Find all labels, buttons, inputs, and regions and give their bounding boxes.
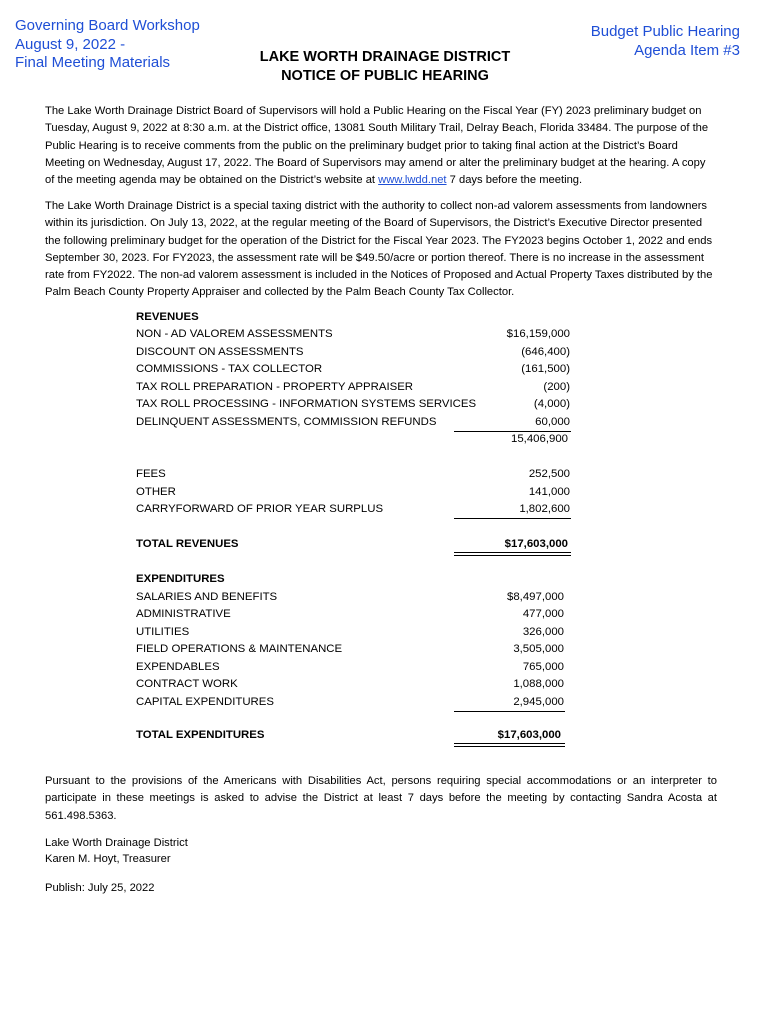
table-row	[136, 696, 576, 713]
signature-name: Karen M. Hoyt, Treasurer	[45, 852, 171, 865]
line-item-amount: (161,500)	[521, 363, 570, 375]
line-item-label: CARRYFORWARD OF PRIOR YEAR SURPLUS	[136, 503, 384, 515]
revenue-subtotal: 15,406,900	[510, 433, 568, 445]
workshop-header-line: Governing Board Workshop	[15, 17, 200, 34]
line-item-amount: 1,802,600	[519, 503, 570, 515]
line-item-label: DELINQUENT ASSESSMENTS, COMMISSION REFUNDS	[136, 415, 437, 428]
table-row	[136, 381, 576, 398]
hearing-paragraph	[45, 103, 717, 189]
workshop-header-line: August 9, 2022 -	[15, 35, 126, 53]
line-item-label: OTHER	[136, 485, 176, 498]
table-row	[136, 661, 576, 678]
total-expenditures-double-underline	[454, 743, 565, 747]
publish-date: Publish: July 25, 2022	[45, 882, 155, 894]
line-item-amount: 2,945,000	[513, 695, 564, 708]
website-link[interactable]: www.lwdd.net	[378, 174, 447, 187]
revenues-heading-row	[136, 311, 576, 328]
table-row	[136, 643, 576, 660]
table-row	[136, 346, 576, 363]
table-row	[136, 608, 576, 625]
line-item-label: TAX ROLL PROCESSING - INFORMATION SYSTEMS SERVICES	[136, 398, 477, 410]
line-item-label: DISCOUNT ON ASSESSMENTS	[136, 345, 304, 358]
signature-organization: Lake Worth Drainage District	[45, 837, 188, 849]
expenditures-heading-row	[136, 573, 576, 590]
line-item-amount: 252,500	[528, 468, 570, 480]
subtotal-underline	[454, 431, 571, 432]
line-item-label: COMMISSIONS - TAX COLLECTOR	[136, 363, 323, 375]
line-item-amount: 326,000	[522, 625, 564, 638]
total-revenues-label: TOTAL REVENUES	[136, 538, 239, 550]
agenda-header-line: Agenda Item #3	[634, 41, 740, 59]
line-item-label: TAX ROLL PREPARATION - PROPERTY APPRAISER	[136, 380, 414, 393]
line-item-label: CONTRACT WORK	[136, 678, 238, 690]
total-expenditures-label: TOTAL EXPENDITURES	[136, 729, 265, 741]
workshop-header-line: Final Meeting Materials	[15, 54, 171, 71]
document-title	[0, 48, 770, 86]
line-item-amount: 477,000	[522, 608, 564, 620]
line-item-label: CAPITAL EXPENDITURES	[136, 695, 274, 708]
revenues-heading: REVENUES	[136, 311, 199, 323]
expenditures-underline	[454, 711, 565, 712]
line-item-label: EXPENDABLES	[136, 660, 220, 673]
agenda-header-line: Budget Public Hearing	[590, 23, 740, 40]
table-row	[136, 591, 576, 608]
table-row	[136, 486, 576, 503]
table-row	[136, 363, 576, 380]
other-underline	[454, 518, 571, 519]
line-item-amount: $8,497,000	[506, 590, 564, 603]
district-description-paragraph: The Lake Worth Drainage District is a special taxing district with the authority to collect non-ad valorem assessments from landowners within its jurisdiction. On July 13, 2022, at the regular meeting of the Board of Supervisors, the District’s Executive Director presented the following preliminary budget for the operation of the District for the Fiscal Year 2023. The FY2023 begins October 1, 2022 and ends September 30, 2023. For FY2023, the assessment rate will be $49.50/acre or portion thereof. There is no increase in the assessment rate from FY2022. The non-ad valorem assessment is included in the Notices of Proposed and Actual Property Taxes distributed by the Palm Beach County Property Appraiser and collected by the Palm Beach County Tax Collector.	[45, 200, 713, 299]
total-revenues-double-underline	[454, 552, 571, 556]
line-item-label: FIELD OPERATIONS & MAINTENANCE	[136, 643, 343, 655]
subtotal-row	[136, 433, 576, 450]
total-revenues-amount: $17,603,000	[504, 538, 568, 550]
hearing-text-end: 7 days before the meeting.	[446, 174, 583, 187]
ada-paragraph: Pursuant to the provisions of the Americans with Disabilities Act, persons requiring special accommodations or an interpreter to participate in these meetings is asked to advise the District at least 7 days before the meeting by contacting Sandra Acosta at 561.498.5363.	[45, 775, 717, 822]
line-item-amount: (646,400)	[521, 345, 570, 358]
total-expenditures-amount: $17,603,000	[497, 729, 561, 741]
line-item-amount: $16,159,000	[506, 328, 570, 340]
line-item-amount: 1,088,000	[513, 678, 564, 690]
table-row	[136, 626, 576, 643]
line-item-amount: (200)	[543, 380, 570, 393]
line-item-amount: 141,000	[528, 485, 570, 498]
line-item-amount: 60,000	[535, 415, 570, 428]
line-item-amount: 3,505,000	[513, 643, 564, 655]
table-row	[136, 468, 576, 485]
district-name: LAKE WORTH DRAINAGE DISTRICT	[259, 49, 511, 65]
line-item-label: SALARIES AND BENEFITS	[136, 590, 278, 603]
line-item-label: UTILITIES	[136, 625, 190, 638]
line-item-label: ADMINISTRATIVE	[136, 608, 231, 620]
signature-block	[45, 836, 188, 867]
table-row	[136, 398, 576, 415]
line-item-label: FEES	[136, 468, 166, 480]
notice-title: NOTICE OF PUBLIC HEARING	[281, 68, 489, 84]
line-item-amount: 765,000	[522, 660, 564, 673]
table-row	[136, 678, 576, 695]
hearing-text: The Lake Worth Drainage District Board of Supervisors will hold a Public Hearing on the Fiscal Year (FY) 2023 preliminary budget on Tuesday, August 9, 2022 at 8:30 a.m. at the District office, 13081 South Military Trail, Delray Beach, Florida 33484. The purpose of the Public Hearing is to receive comments from the public on the preliminary budget prior to taking final action at the District’s Board Meeting on Wednesday, August 17, 2022. The Board of Supervisors may amend or alter the preliminary budget at the hearing. A copy of the meeting agenda may be obtained on the District’s website at	[45, 105, 709, 187]
table-row	[136, 328, 576, 345]
table-row	[136, 416, 576, 433]
line-item-label: NON - AD VALOREM ASSESSMENTS	[136, 328, 333, 340]
expenditures-heading: EXPENDITURES	[136, 573, 225, 585]
line-item-amount: (4,000)	[533, 398, 570, 410]
